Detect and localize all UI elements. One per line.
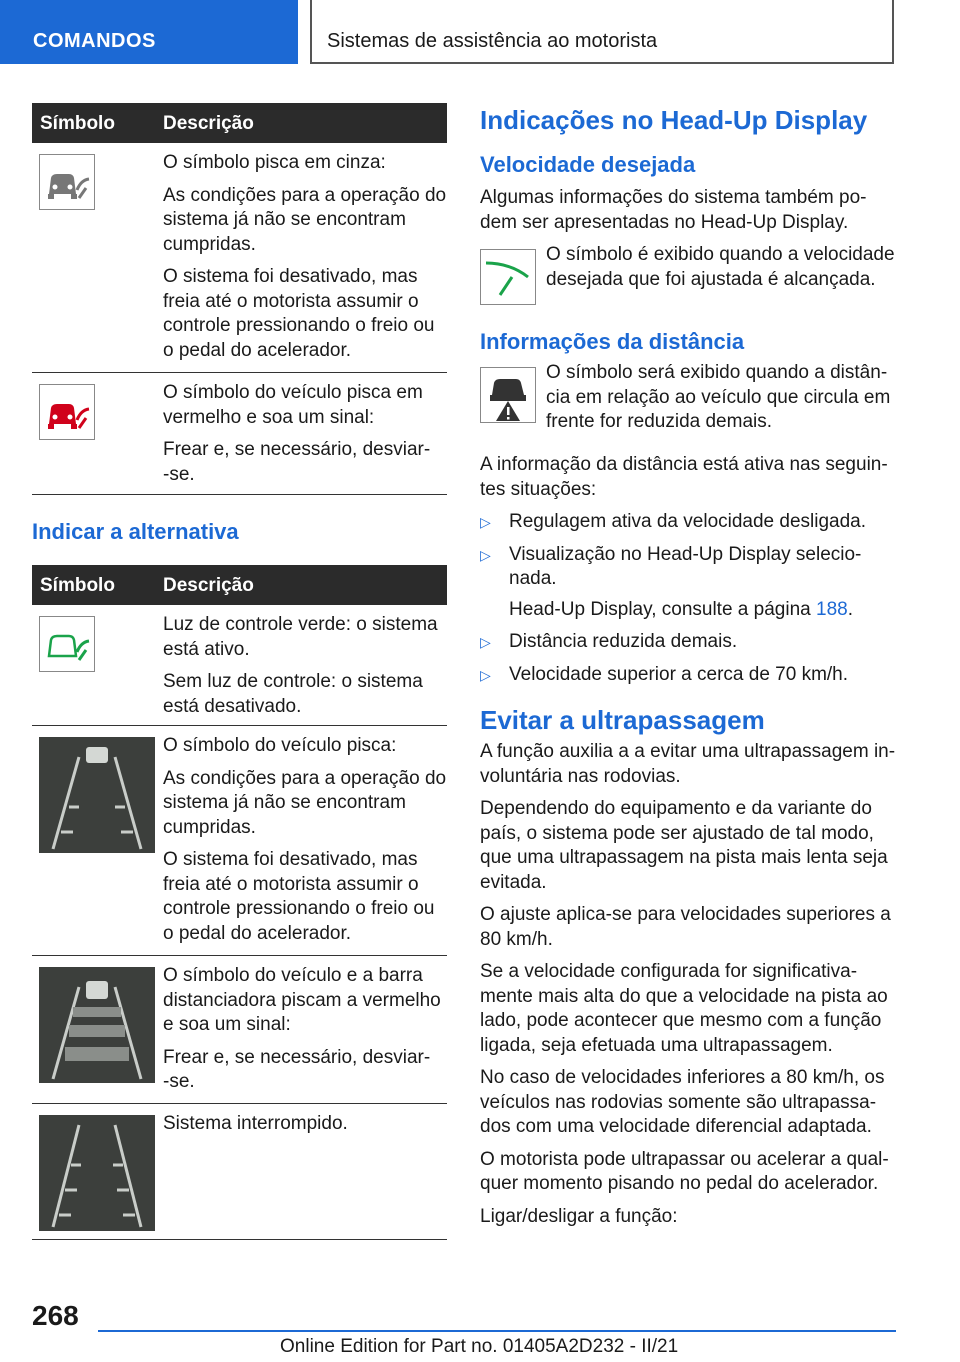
distance-warning-icon (480, 367, 536, 428)
col-symbol: Símbolo (40, 113, 115, 134)
section-title: COMANDOS (33, 30, 156, 52)
row-text: Luz de controle verde: o sistema está ativo. (163, 614, 438, 660)
table2-header (32, 565, 447, 605)
right-column (480, 103, 900, 1237)
col-symbol: Símbolo (40, 575, 115, 596)
row-text: O sistema foi desativado, mas freia até o motorista assumir o controle pressionando o freio ou o pedal do acelerador. (163, 849, 435, 944)
table-row (32, 1104, 447, 1240)
row-text: Frear e, se necessário, desviar- -se. (163, 439, 431, 485)
driver-assist-gray-icon (39, 154, 95, 215)
row-text: O símbolo do veículo pisca: (163, 735, 397, 756)
driver-assist-green-icon (39, 616, 95, 677)
subsection-heading: Velocidade desejada (480, 152, 696, 177)
col-description: Descrição (163, 113, 254, 134)
hud-speed-icon (480, 249, 536, 310)
list-item (480, 510, 900, 535)
lane-display-image (39, 967, 155, 1088)
row-text: As condições para a operação do sistema já não se encontram cumpridas. (163, 184, 447, 255)
paragraph: A informação da distância está ativa nas seguin‐tes situações: (480, 454, 888, 500)
edition-text: Online Edition for Part no. 01405A2D232 - II/21 (280, 1336, 679, 1357)
row-text: Frear e, se necessário, desviar- -se. (163, 1046, 431, 1092)
page-link[interactable]: 188 (816, 598, 848, 620)
list-item-text: Regulagem ativa da velocidade desligada. (509, 511, 867, 532)
lane-display-image (39, 1115, 155, 1236)
row-text: O símbolo do veículo e a barra distanciadora piscam a vermelho e soa um sinal: (163, 965, 441, 1035)
bullet-triangle-icon: ▷ (480, 514, 491, 530)
icon-block (480, 243, 900, 319)
left-column (32, 103, 447, 1240)
paragraph: Algumas informações do sistema também po‐dem ser apresentadas no Head-Up Display. (480, 187, 867, 233)
table-row (32, 726, 447, 956)
reference-end: . (847, 598, 853, 620)
col-description: Descrição (163, 575, 254, 596)
reference-text: Head-Up Display, consulte a página (509, 598, 816, 620)
paragraph: O ajuste aplica-se para velocidades superiores a 80 km/h. (480, 904, 891, 950)
paragraph: O símbolo é exibido quando a velocidade desejada que foi ajustada é alcançada. (546, 244, 895, 290)
row-text: As condições para a operação do sistema já não se encontram cumpridas. (163, 767, 447, 838)
table-row (32, 956, 447, 1104)
paragraph: O símbolo será exibido quando a distân‐cia em relação ao veículo que circula em frente for reduzida demais. (546, 362, 891, 432)
row-text: O sistema foi desativado, mas freia até o motorista assumir o controle pressionando o freio ou o pedal do acelerador. (163, 266, 435, 361)
paragraph: No caso de velocidades inferiores a 80 km/h, os veículos nas rodovias somente são ultrapassa‐dos com uma velocidade diferencial adaptada. (480, 1067, 885, 1137)
list-item (480, 630, 900, 655)
table-row (32, 373, 447, 495)
subsection-heading: Informações da distância (480, 329, 745, 354)
bullet-triangle-icon: ▷ (480, 546, 491, 563)
chapter-header (310, 0, 894, 64)
table-row (32, 143, 447, 373)
paragraph: Se a velocidade configurada for significativa‐mente mais alta do que a velocidade na pista ao lado, pode acontecer que mesmo com a função ligada, seja efetuada uma ultrapassagem. (480, 961, 888, 1056)
row-text: Sistema interrompido. (163, 1113, 348, 1134)
section-tab (0, 0, 298, 64)
paragraph: A função auxilia a a evitar uma ultrapassagem in‐voluntária nas rodovias. (480, 741, 896, 787)
list-item-text: Distância reduzida demais. (509, 631, 738, 652)
section-heading: Evitar a ultrapassagem (480, 705, 765, 735)
list-item-text: Velocidade superior a cerca de 70 km/h. (509, 663, 849, 685)
icon-block (480, 361, 900, 451)
table1-header (32, 103, 447, 143)
bullet-triangle-icon: ▷ (480, 666, 491, 683)
paragraph: Ligar/desligar a função: (480, 1205, 678, 1227)
row-text: O símbolo pisca em cinza: (163, 152, 386, 173)
paragraph: O motorista pode ultrapassar ou acelerar a qual‐quer momento pisando no pedal do acelerador. (480, 1148, 889, 1194)
list-item (480, 543, 900, 623)
section-heading: Indicações no Head-Up Display (480, 105, 868, 135)
page-number: 268 (32, 1300, 79, 1331)
list-item (480, 663, 900, 688)
table-row (32, 605, 447, 726)
chapter-title: Sistemas de assistência ao motorista (327, 30, 658, 52)
paragraph: Dependendo do equipamento e da variante do país, o sistema pode ser ajustado de tal modo, que uma ultrapassagem na pista mais lenta seja evitada. (480, 798, 888, 893)
list-item-text: Visualização no Head-Up Display selecio‐nada. (509, 543, 862, 589)
section-heading: Indicar a alternativa (32, 519, 239, 544)
driver-assist-red-icon (39, 384, 95, 445)
lane-display-image (39, 737, 155, 858)
footer-divider (98, 1330, 896, 1332)
page-reference (509, 598, 900, 623)
row-text: O símbolo do veículo pisca em vermelho e soa um sinal: (163, 382, 423, 428)
bullet-triangle-icon: ▷ (480, 634, 491, 650)
row-text: Sem luz de controle: o sistema está desativado. (163, 671, 423, 717)
